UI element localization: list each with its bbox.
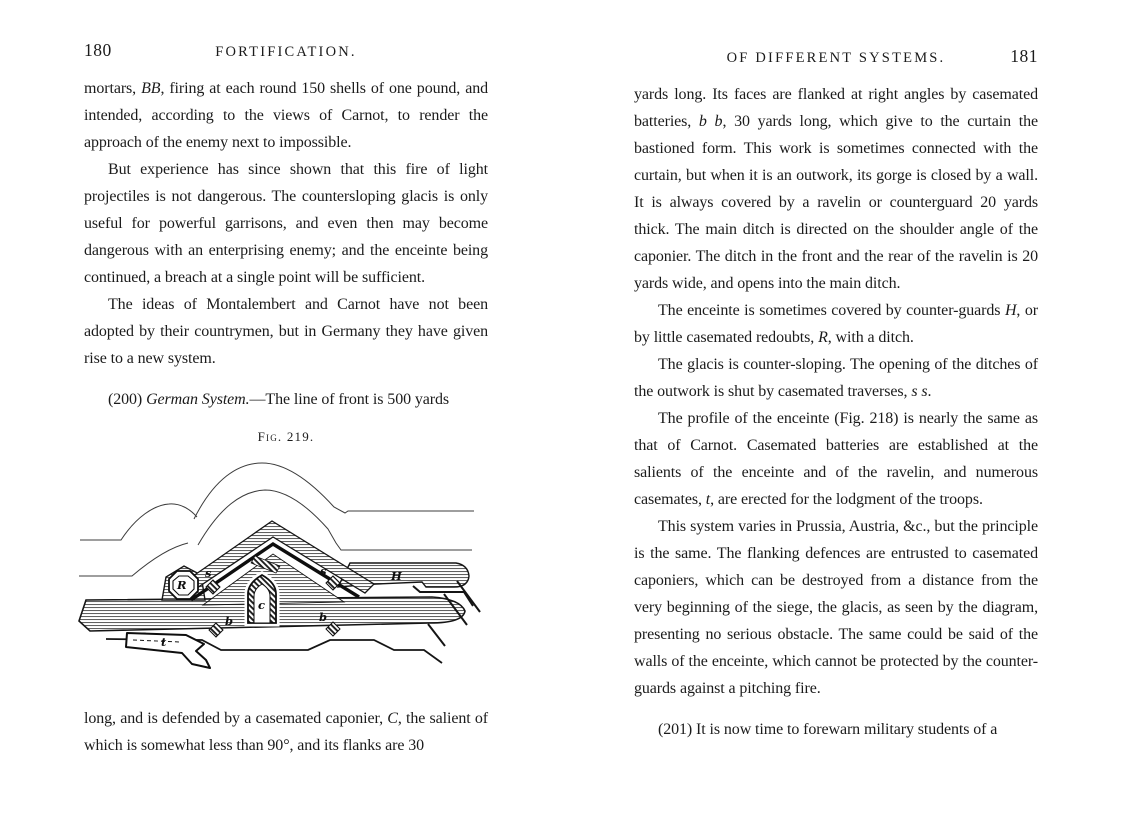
right-running-head-row (634, 46, 1038, 67)
paragraph: The glacis is counter-sloping. The opening of the ditches of the outwork is shut by casemated traverses, s s. (634, 356, 1038, 400)
paragraph: long, and is defended by a casemated caponier, C, the salient of which is somewhat less than 90°, and its flanks are 30 (84, 710, 488, 754)
label-s-right: s (320, 564, 327, 578)
outwork-t-work (126, 633, 210, 668)
right-page (634, 46, 1038, 743)
page-number: 181 (1010, 46, 1038, 66)
left-running-head-row (84, 40, 488, 61)
label-b-left: b (225, 614, 234, 628)
paragraph: But experience has since shown that this fire of light projectiles is not dangerous. The countersloping glacis is only useful for powerful garrisons, and even then may become dangerous with an enterprising enemy; and the enceinte being continued, a breach at a single point will be sufficient. (84, 161, 488, 286)
paragraph: yards long. Its faces are flanked at right angles by casemated batteries, b b, 30 yards long, which give to the curtain the bastioned form. This work is sometimes connected with the curtain, but when it is an outwork, its gorge is closed by a wall. It is always covered by a ravelin or counterguard 20 yards thick. The main ditch is directed on the shoulder angle of the caponier. The ditch in the front and the rear of the ravelin is 20 yards wide, and opens into the main ditch. (634, 86, 1038, 292)
paragraph: The profile of the enceinte (Fig. 218) is nearly the same as that of Carnot. Casemated batteries are established at the salients of the enceinte and of the ravelin, and numerous casemates, t, are erected for the lodgment of the troops. (634, 410, 1038, 508)
paragraph: (201) It is now time to forewarn military students of a (658, 721, 998, 738)
running-head: OF DIFFERENT SYSTEMS. (726, 50, 946, 66)
label-H: H (391, 569, 402, 583)
page-number: 180 (84, 40, 112, 60)
label-c: c (258, 598, 266, 612)
figure-caption: Fig. 219. (257, 429, 315, 444)
paragraph: The enceinte is sometimes covered by counter-guards H, or by little casemated redoubts, R, with a ditch. (634, 302, 1038, 346)
paragraph: (200) German System.—The line of front is 500 yards (108, 391, 450, 408)
label-s-left: s (205, 566, 212, 580)
fortification-plan-diagram (76, 453, 516, 691)
label-t: t (161, 635, 167, 649)
figure-219 (84, 429, 488, 691)
label-R: R (177, 578, 187, 592)
paragraph: mortars, BB, firing at each round 150 shells of one pound, and intended, according to the views of Carnot, to render the approach of the enemy next to impossible. (84, 80, 488, 151)
running-head: FORTIFICATION. (215, 44, 357, 60)
label-b-right: b (319, 610, 328, 624)
left-page (84, 40, 488, 759)
paragraph: This system varies in Prussia, Austria, &c., but the principle is the same. The flanking defences are entrusted to casemated caponiers, which can be destroyed from a distance from the very beginning of the siege, the glacis, as seen by the diagram, presenting no serious obstacle. The same could be said of the walls of the enceinte, which cannot be protected by the counter-guards against a pitching fire. (634, 518, 1038, 697)
paragraph: The ideas of Montalembert and Carnot have not been adopted by their countrymen, but in Germany they have given rise to a new system. (84, 296, 488, 367)
